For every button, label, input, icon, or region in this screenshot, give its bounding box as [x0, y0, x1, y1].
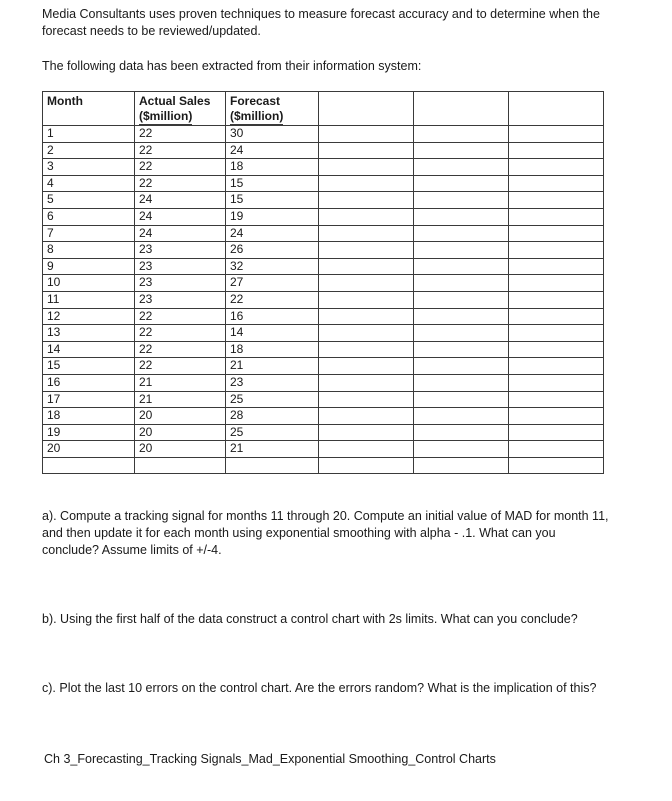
- actual-sales-cell: 20: [135, 424, 226, 441]
- blank-cell: [319, 457, 414, 474]
- forecast-cell: 30: [226, 126, 319, 143]
- blank-cell: [319, 275, 414, 292]
- blank-cell: [319, 374, 414, 391]
- blank-cell: [414, 291, 509, 308]
- blank-cell: [319, 192, 414, 209]
- month-cell: 13: [43, 325, 135, 342]
- forecast-cell: 14: [226, 325, 319, 342]
- blank-cell: [509, 159, 604, 176]
- table-body: [43, 126, 604, 474]
- blank-cell: [509, 142, 604, 159]
- forecast-cell: 26: [226, 242, 319, 259]
- month-cell: 19: [43, 424, 135, 441]
- data-table: [42, 91, 604, 474]
- actual-sales-cell: 22: [135, 308, 226, 325]
- blank-cell: [319, 441, 414, 458]
- actual-sales-header-unit: ($million): [139, 109, 193, 123]
- actual-sales-header: [135, 92, 226, 126]
- actual-sales-cell: 23: [135, 275, 226, 292]
- blank-cell: [319, 142, 414, 159]
- blank-cell: [319, 258, 414, 275]
- table-row: [43, 225, 604, 242]
- actual-sales-cell: 23: [135, 242, 226, 259]
- blank-cell: [509, 258, 604, 275]
- month-cell: 7: [43, 225, 135, 242]
- forecast-cell: 28: [226, 408, 319, 425]
- month-cell: 18: [43, 408, 135, 425]
- month-cell: 4: [43, 175, 135, 192]
- blank-cell: [319, 208, 414, 225]
- actual-sales-cell: 21: [135, 391, 226, 408]
- blank-cell: [319, 175, 414, 192]
- actual-sales-cell: 20: [135, 408, 226, 425]
- month-cell: 16: [43, 374, 135, 391]
- blank-cell: [43, 457, 135, 474]
- month-cell: 20: [43, 441, 135, 458]
- month-cell: 11: [43, 291, 135, 308]
- blank-cell: [414, 175, 509, 192]
- actual-sales-cell: 22: [135, 341, 226, 358]
- blank-cell: [414, 374, 509, 391]
- forecast-cell: 18: [226, 159, 319, 176]
- blank-cell: [509, 225, 604, 242]
- blank-cell: [319, 126, 414, 143]
- blank-cell: [414, 325, 509, 342]
- blank-cell: [319, 341, 414, 358]
- blank-cell: [319, 408, 414, 425]
- blank-cell: [509, 374, 604, 391]
- table-row: [43, 424, 604, 441]
- month-cell: 6: [43, 208, 135, 225]
- forecast-header-line1: Forecast: [230, 94, 281, 108]
- blank-cell: [319, 159, 414, 176]
- actual-sales-cell: 22: [135, 126, 226, 143]
- blank-cell: [509, 358, 604, 375]
- table-header-row: [43, 92, 604, 126]
- blank-cell: [319, 242, 414, 259]
- forecast-cell: 21: [226, 358, 319, 375]
- blank-cell: [509, 408, 604, 425]
- table-row: [43, 175, 604, 192]
- blank-cell: [414, 391, 509, 408]
- actual-sales-header-line1: Actual Sales: [139, 94, 211, 108]
- actual-sales-cell: 21: [135, 374, 226, 391]
- actual-sales-cell: 23: [135, 258, 226, 275]
- table-row-empty: [43, 457, 604, 474]
- blank-cell: [509, 242, 604, 259]
- blank-cell: [509, 275, 604, 292]
- blank-cell: [414, 242, 509, 259]
- blank-cell: [319, 308, 414, 325]
- blank-cell: [226, 457, 319, 474]
- forecast-cell: 23: [226, 374, 319, 391]
- forecast-cell: 21: [226, 441, 319, 458]
- table-row: [43, 142, 604, 159]
- blank-cell: [135, 457, 226, 474]
- actual-sales-cell: 22: [135, 142, 226, 159]
- table-row: [43, 441, 604, 458]
- blank-cell: [509, 325, 604, 342]
- footer-caption: Ch 3_Forecasting_Tracking Signals_Mad_Exponential Smoothing_Control Charts: [44, 752, 496, 766]
- blank-cell: [319, 291, 414, 308]
- blank-cell: [414, 308, 509, 325]
- table-row: [43, 325, 604, 342]
- blank-cell: [509, 175, 604, 192]
- forecast-cell: 15: [226, 175, 319, 192]
- forecast-cell: 24: [226, 225, 319, 242]
- forecast-header: [226, 92, 319, 126]
- month-cell: 8: [43, 242, 135, 259]
- lead-sentence: The following data has been extracted from their information system:: [42, 59, 422, 73]
- actual-sales-cell: 24: [135, 208, 226, 225]
- actual-sales-cell: 22: [135, 358, 226, 375]
- blank-cell: [509, 308, 604, 325]
- forecast-header-unit: ($million): [230, 109, 284, 123]
- table-row: [43, 208, 604, 225]
- actual-sales-cell: 22: [135, 159, 226, 176]
- actual-sales-cell: 23: [135, 291, 226, 308]
- month-cell: 5: [43, 192, 135, 209]
- blank-cell: [414, 208, 509, 225]
- forecast-cell: 18: [226, 341, 319, 358]
- blank-cell: [414, 441, 509, 458]
- blank-cell: [414, 457, 509, 474]
- table-row: [43, 374, 604, 391]
- actual-sales-cell: 20: [135, 441, 226, 458]
- month-cell: 12: [43, 308, 135, 325]
- forecast-cell: 27: [226, 275, 319, 292]
- month-cell: 1: [43, 126, 135, 143]
- forecast-cell: 16: [226, 308, 319, 325]
- blank-cell: [414, 142, 509, 159]
- blank-cell: [414, 225, 509, 242]
- blank-cell: [509, 341, 604, 358]
- blank-cell: [509, 208, 604, 225]
- table-row: [43, 242, 604, 259]
- table-row: [43, 391, 604, 408]
- table-row: [43, 308, 604, 325]
- blank-cell: [509, 391, 604, 408]
- table-row: [43, 408, 604, 425]
- month-cell: 15: [43, 358, 135, 375]
- intro-paragraph: Media Consultants uses proven techniques to measure forecast accuracy and to determine when the forecast needs to be reviewed/updated.: [42, 7, 600, 38]
- blank-cell: [414, 159, 509, 176]
- blank-header: [509, 92, 604, 126]
- forecast-cell: 15: [226, 192, 319, 209]
- actual-sales-cell: 24: [135, 225, 226, 242]
- blank-cell: [414, 126, 509, 143]
- forecast-cell: 19: [226, 208, 319, 225]
- forecast-cell: 32: [226, 258, 319, 275]
- blank-header: [414, 92, 509, 126]
- table-row: [43, 341, 604, 358]
- month-cell: 10: [43, 275, 135, 292]
- blank-cell: [414, 258, 509, 275]
- question-a: a). Compute a tracking signal for months 11 through 20. Compute an initial value of MAD for month 11, and then update it for each month using exponential smoothing with alpha - .1. What can you conclude? Assume limits of +/-4.: [42, 509, 609, 557]
- actual-sales-cell: 22: [135, 325, 226, 342]
- month-cell: 14: [43, 341, 135, 358]
- question-c: c). Plot the last 10 errors on the control chart. Are the errors random? What is the implication of this?: [42, 681, 597, 695]
- table-row: [43, 192, 604, 209]
- table-row: [43, 126, 604, 143]
- table-row: [43, 358, 604, 375]
- blank-cell: [319, 424, 414, 441]
- table-row: [43, 291, 604, 308]
- blank-cell: [319, 358, 414, 375]
- question-b: b). Using the first half of the data construct a control chart with 2s limits. What can you conclude?: [42, 612, 578, 626]
- blank-cell: [319, 391, 414, 408]
- table-row: [43, 258, 604, 275]
- blank-header: [319, 92, 414, 126]
- table-row: [43, 159, 604, 176]
- blank-cell: [414, 275, 509, 292]
- table-row: [43, 275, 604, 292]
- month-cell: 17: [43, 391, 135, 408]
- month-cell: 9: [43, 258, 135, 275]
- forecast-cell: 24: [226, 142, 319, 159]
- blank-cell: [509, 457, 604, 474]
- actual-sales-cell: 24: [135, 192, 226, 209]
- blank-cell: [319, 225, 414, 242]
- blank-cell: [414, 408, 509, 425]
- blank-cell: [414, 341, 509, 358]
- blank-cell: [509, 192, 604, 209]
- blank-cell: [509, 126, 604, 143]
- month-cell: 3: [43, 159, 135, 176]
- blank-cell: [414, 358, 509, 375]
- blank-cell: [509, 441, 604, 458]
- blank-cell: [414, 192, 509, 209]
- blank-cell: [509, 291, 604, 308]
- forecast-cell: 25: [226, 391, 319, 408]
- forecast-cell: 22: [226, 291, 319, 308]
- blank-cell: [319, 325, 414, 342]
- month-header: Month: [43, 92, 135, 126]
- blank-cell: [414, 424, 509, 441]
- month-cell: 2: [43, 142, 135, 159]
- forecast-cell: 25: [226, 424, 319, 441]
- actual-sales-cell: 22: [135, 175, 226, 192]
- blank-cell: [509, 424, 604, 441]
